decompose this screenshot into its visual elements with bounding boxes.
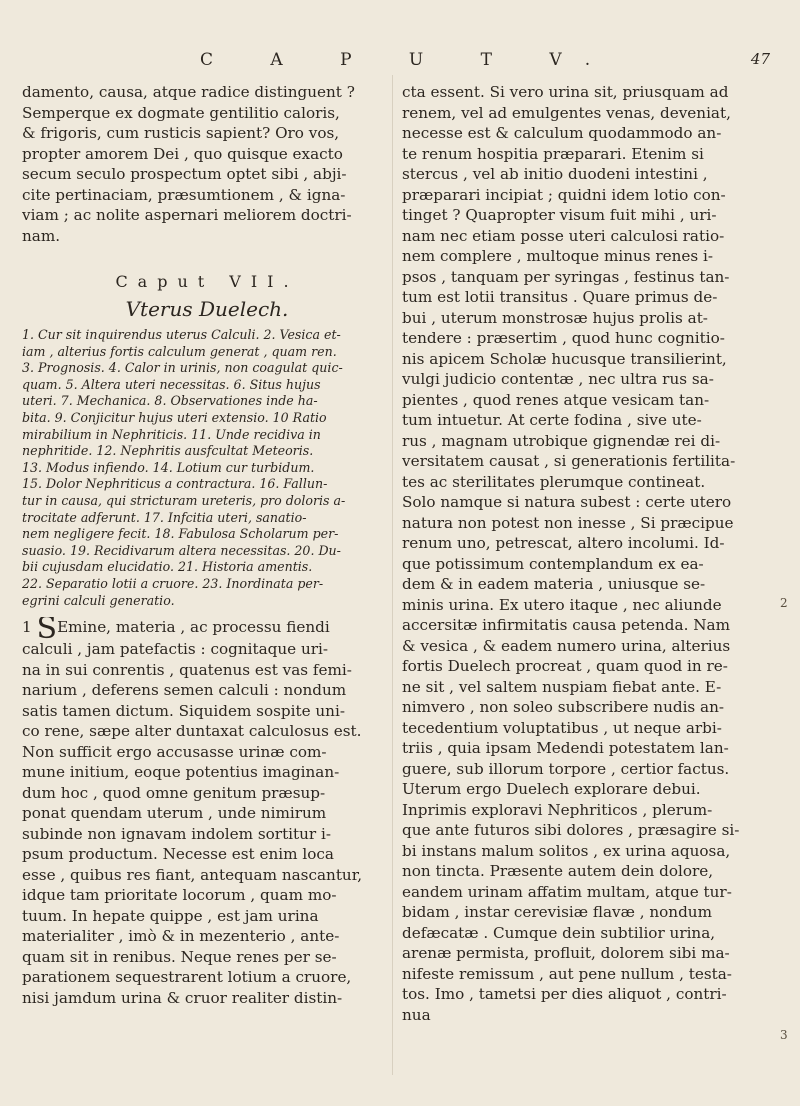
text-line: tur in causa, qui stricturam ureteris, pro doloris a- <box>22 492 346 508</box>
text-line: Semperque ex dogmate gentilitio caloris, <box>22 103 340 122</box>
text-line: quam sit in renibus. Neque renes per se- <box>22 947 337 966</box>
text-line: nimvero , non soleo subscribere nudis an- <box>402 698 725 716</box>
chapter-title: Vterus Duelech. <box>125 296 289 321</box>
text-line: bita. 9. Conjicitur hujus uteri extensio. 10 Ratio <box>22 409 327 425</box>
text-line: Inprimis exploravi Nephriticos , plerum- <box>402 800 713 819</box>
text-line: 1. Cur sit inquirendus uterus Calculi. 2. Vesica et- <box>22 327 341 342</box>
text-line: vulgi judicio contentæ , nec ultra rus sa- <box>402 370 714 388</box>
text-line: nua <box>402 1005 431 1024</box>
left-column <box>22 82 392 1008</box>
text-line: 22. Separatio lotii a cruore. 23. Inordinata per- <box>22 575 324 591</box>
text-line: uteri. 7. Mechanica. 8. Observationes inde ha- <box>22 393 318 409</box>
text-line: necesse est & calculum quodammodo an- <box>402 124 722 142</box>
text-line: & frigoris, cum rusticis sapient? Oro vos, <box>22 124 340 142</box>
text-line: præparari incipiat ; quidni idem lotio con- <box>402 185 726 204</box>
text-line: tos. Imo , tametsi per dies aliquot , contri- <box>402 985 727 1003</box>
text-line: 13. Modus infiendo. 14. Lotium cur turbidum. <box>22 459 315 475</box>
text-line: Solo namque si natura subest : certe utero <box>402 493 732 511</box>
margin-note-3: 3 <box>780 1028 788 1042</box>
text-line: ponat quendam uterum , unde nimirum <box>22 804 327 823</box>
right-body-text <box>402 82 772 1025</box>
text-line: nis apicem Scholæ hucusque transilierint, <box>402 349 727 368</box>
text-line: nam nec etiam posse uteri calculosi ratio- <box>402 226 725 245</box>
text-line: nem complere , multoque minus renes i- <box>402 247 714 265</box>
text-line: accersitæ infirmitatis causa petenda. Nam <box>402 616 730 634</box>
text-line: calculi , jam patefactis : cognitaque uri- <box>22 640 328 659</box>
text-line: defæcatæ . Cumque dein subtilior urina, <box>402 923 716 942</box>
text-line: rus , magnam utrobique gignendæ rei di- <box>402 431 721 450</box>
text-line: tendere : præsertim , quod hunc cognitio- <box>402 329 725 347</box>
left-body-text <box>22 639 392 1008</box>
section-number: 1 <box>22 618 32 637</box>
text-line: tes ac sterilitates plerumque contineat. <box>402 472 706 491</box>
text-line: secum seculo prospectum optet sibi , abji- <box>22 165 347 183</box>
text-line: cta essent. Si vero urina sit, priusquam ad <box>402 83 729 101</box>
text-line: mune initium, eoque potentius imaginan- <box>22 763 340 782</box>
text-line: iam , alterius fortis calculum generat , quam ren. <box>22 343 337 359</box>
text-line: pientes , quod renes atque vesicam tan- <box>402 390 710 409</box>
text-line: fortis Duelech procreat , quam quod in re- <box>402 657 728 675</box>
text-line: versitatem causat , si generationis fertilita- <box>402 452 736 470</box>
drop-cap: S <box>36 617 58 640</box>
text-line: co rene, sæpe alter duntaxat calculosus est. <box>22 722 362 741</box>
text-line: 15. Dolor Nephriticus a contractura. 16. Fallun- <box>22 476 328 492</box>
text-line: non tincta. Præsente autem dein dolore, <box>402 862 714 880</box>
text-line: te renum hospitia præparari. Etenim si <box>402 144 704 163</box>
text-line: nam. <box>22 226 61 245</box>
margin-note-2: 2 <box>780 596 788 610</box>
text-line: bi instans malum solitos , ex urina aquosa, <box>402 841 731 860</box>
chapter-heading: Caput VII. <box>115 272 299 291</box>
column-divider <box>392 75 393 1075</box>
text-line: tum intuetur. At certe fodina , sive ute- <box>402 411 702 429</box>
text-line: triis , quia ipsam Medendi potestatem lan- <box>402 739 729 757</box>
text-line: que ante futuros sibi dolores , præsagire si- <box>402 821 740 839</box>
text-line: parationem sequestrarent lotium a cruore, <box>22 968 352 987</box>
text-line: mirabilium in Nephriticis. 11. Unde recidiva in <box>22 426 321 442</box>
text-line: renum uno, petrescat, altero incolumi. Id- <box>402 534 725 552</box>
text-line: egrini calculi generatio. <box>22 592 175 608</box>
text-line: arenæ permista, profluit, dolorem sibi ma- <box>402 944 730 962</box>
text-line: ne sit , vel saltem nuspiam fiebat ante. E- <box>402 677 722 696</box>
text-line: esse , quibus res fiant, antequam nascantur, <box>22 865 363 884</box>
text-line: bidam , instar cerevisiæ flavæ , nondum <box>402 903 712 921</box>
text-line: trocitate adferunt. 17. Infcitia uteri, sanatio- <box>22 509 307 525</box>
text-line: stercus , vel ab initio duodeni intestini , <box>402 165 708 183</box>
text-line: 3. Prognosis. 4. Calor in urinis, non coagulat quic- <box>22 360 343 376</box>
text-line: materialiter , imò & in mezenterio , ante- <box>22 927 340 946</box>
right-column <box>402 82 772 1025</box>
text-line: na in sui conrentis , quatenus est vas femi- <box>22 660 352 679</box>
text-line: bui , uterum monstrosæ hujus prolis at- <box>402 308 708 327</box>
text-line: bii cujusdam elucidatio. 21. Historia amentis. <box>22 559 313 575</box>
text-line: subinde non ignavam indolem sortitur i- <box>22 824 331 843</box>
text-line: natura non potest non inesse , Si præcipue <box>402 513 734 532</box>
text-line: nifeste remissum , aut pene nullum , testa- <box>402 964 732 983</box>
text-line: idque tam prioritate locorum , quam mo- <box>22 886 337 905</box>
text-line: tinget ? Quapropter visum fuit mihi , uri- <box>402 206 717 224</box>
first-line-text: Emine, materia , ac processu fiendi <box>57 618 330 637</box>
text-line: guere, sub illorum torpore , certior factus. <box>402 759 730 778</box>
text-line: quam. 5. Altera uteri necessitas. 6. Situs hujus <box>22 376 321 392</box>
left-column-top-text <box>22 82 392 246</box>
text-line: renem, vel ad emulgentes venas, deveniat, <box>402 103 731 122</box>
text-line: tum est lotii transitus . Quare primus de- <box>402 288 718 306</box>
text-line: cite pertinaciam, præsumtionem , & igna- <box>22 185 346 204</box>
text-line: tuum. In hepate quippe , est jam urina <box>22 906 319 925</box>
text-line: dum hoc , quod omne genitum præsup- <box>22 783 326 802</box>
text-line: dem & in eadem materia , uniusque se- <box>402 575 706 593</box>
text-line: viam ; ac nolite aspernari meliorem doctri- <box>22 206 352 224</box>
text-line: narium , deferens semen calculi : nondum <box>22 681 347 700</box>
text-line: nephritide. 12. Nephritis ausfcultat Meteoris. <box>22 443 314 459</box>
text-line: nisi jamdum urina & cruor realiter distin- <box>22 988 343 1007</box>
body-first-line <box>22 617 392 639</box>
text-line: satis tamen dictum. Siquidem sospite uni- <box>22 701 345 720</box>
text-line: eandem urinam affatim multam, atque tur- <box>402 882 732 901</box>
text-line: damento, causa, atque radice distinguent ? <box>22 83 355 101</box>
text-line: tecedentium voluptatibus , ut neque arbi- <box>402 718 722 737</box>
text-line: que potissimum contemplandum ex ea- <box>402 554 704 573</box>
text-line: propter amorem Dei , quo quisque exacto <box>22 144 343 163</box>
text-line: Non sufficit ergo accusasse urinæ com- <box>22 742 327 761</box>
text-line: psos , tanquam per syringas , festinus tan- <box>402 267 730 286</box>
page-number: 47 <box>750 50 770 68</box>
text-line: nem negligere fecit. 18. Fabulosa Scholarum per- <box>22 526 339 542</box>
running-head: C A P U T V. <box>200 50 617 70</box>
text-line: psum productum. Necesse est enim loca <box>22 845 334 864</box>
chapter-summary <box>22 327 392 609</box>
text-line: minis urina. Ex utero itaque , nec aliunde <box>402 595 722 614</box>
text-line: & vesica , & eadem numero urina, alterius <box>402 636 731 655</box>
text-line: suasio. 19. Recidivarum altera necessitas. 20. Du- <box>22 542 341 558</box>
text-line: Uterum ergo Duelech explorare debui. <box>402 780 701 798</box>
